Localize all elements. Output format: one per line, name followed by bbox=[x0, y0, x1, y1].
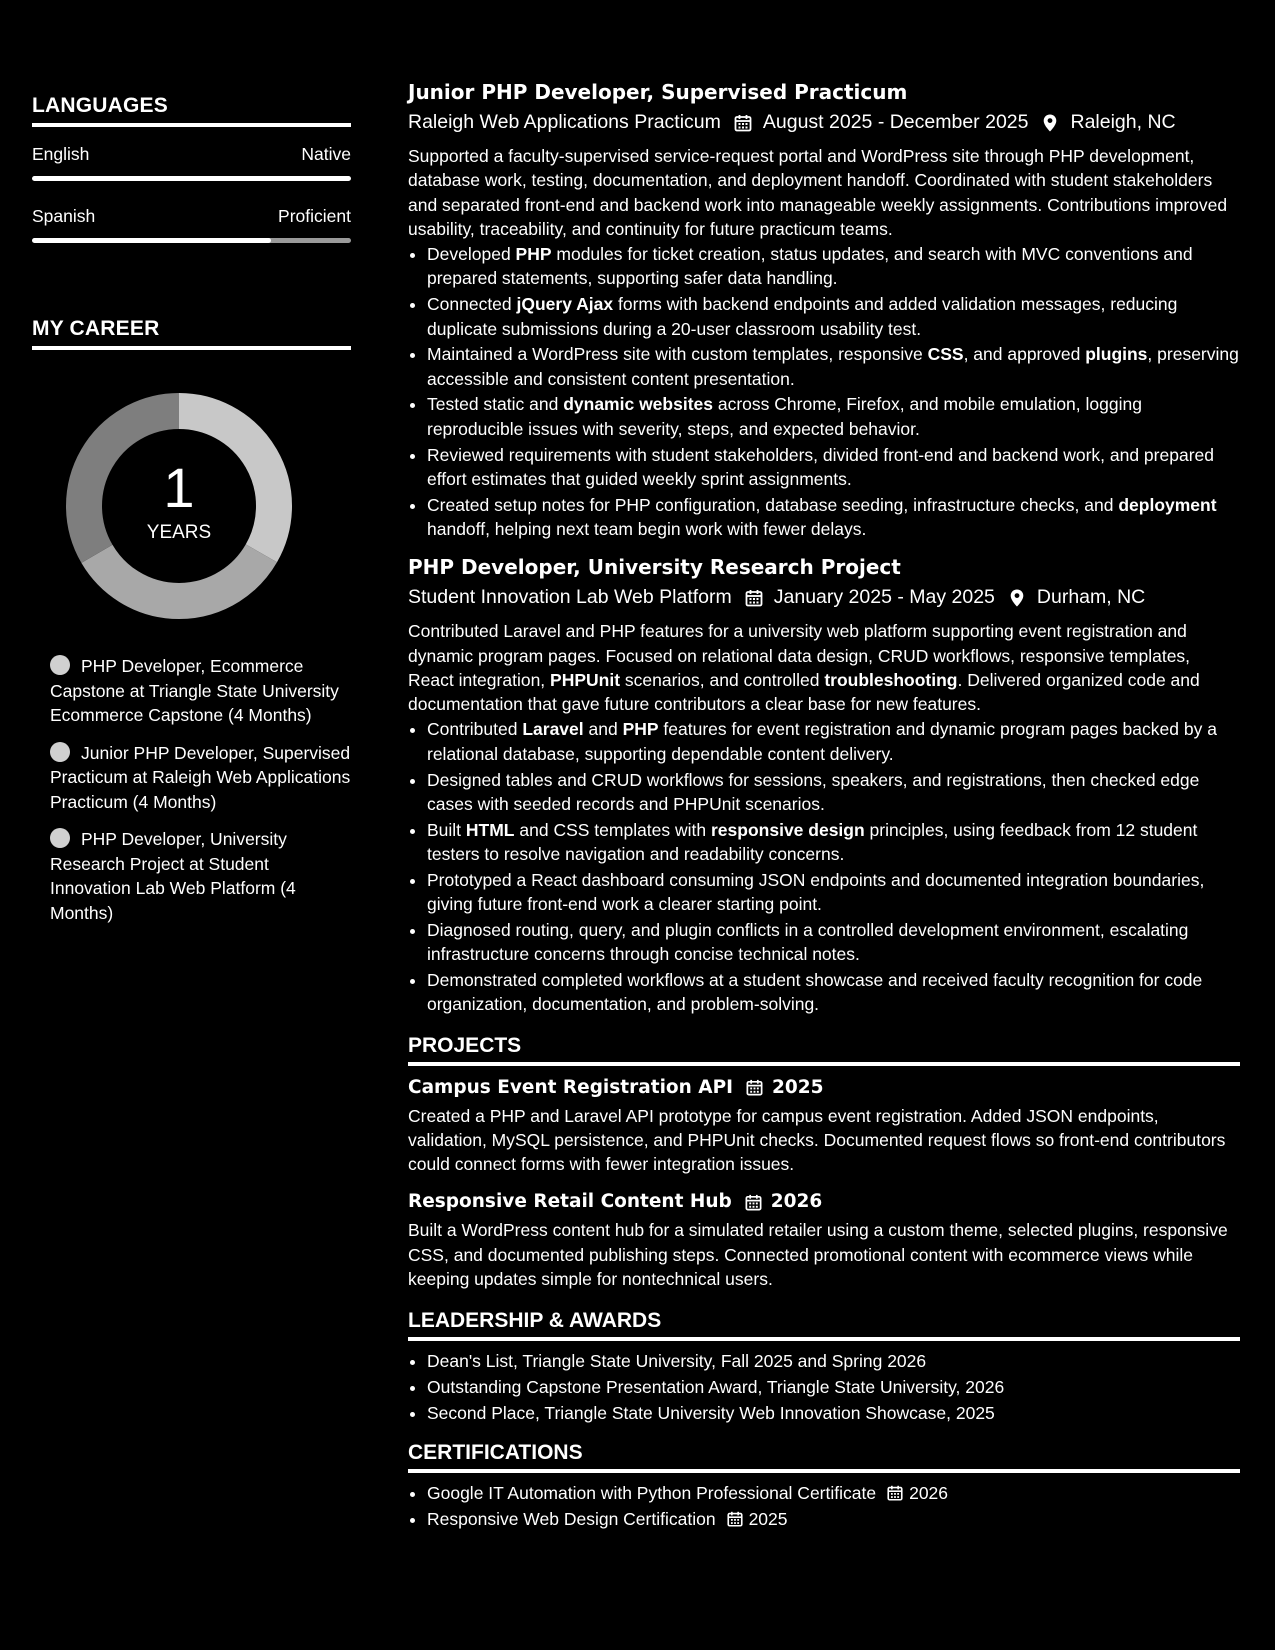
language-row bbox=[32, 144, 351, 165]
career-list-item bbox=[50, 827, 351, 925]
job-summary: Supported a faculty-supervised service-request portal and WordPress site through PHP development, database work, testing, documentation, and deployment handoff. Coordinated with student stakeholders and separated front-end and backend work into manageable weekly assignments. Contributions improved usability, traceability, and continuity for future practicum teams. bbox=[408, 146, 1228, 239]
job-dates: August 2025 - December 2025 bbox=[762, 111, 1029, 133]
career-item-text: PHP Developer, Ecommerce Capstone at Triangle State University Ecommerce Capstone (4 Months) bbox=[50, 656, 339, 725]
award-item: • Outstanding Capstone Presentation Award, Triangle State University, 2026 bbox=[427, 1375, 1240, 1399]
language-name: English bbox=[32, 144, 90, 164]
career-years-value: 1 bbox=[163, 456, 195, 519]
career-years-label: YEARS bbox=[146, 522, 212, 543]
career-dot-icon bbox=[50, 828, 70, 848]
job-bullet: • Demonstrated completed workflows at a student showcase and received faculty recognition for code organization, documentation, and problem-solving. bbox=[427, 968, 1240, 1017]
job-bullet: • Contributed Laravel and PHP features for event registration and dynamic program pages backed by a relational database, supporting dependable content delivery. bbox=[427, 717, 1240, 766]
project-name: Responsive Retail Content Hub bbox=[408, 1191, 732, 1213]
language-row bbox=[32, 206, 351, 227]
projects-list bbox=[408, 1075, 1240, 1292]
job-title: Junior PHP Developer, Supervised Practicum bbox=[408, 80, 908, 104]
language-level-fill bbox=[32, 238, 271, 243]
career-donut bbox=[65, 392, 293, 620]
calendar-icon bbox=[745, 1078, 764, 1097]
certification-year: 2026 bbox=[909, 1483, 949, 1504]
language-level: Proficient bbox=[278, 206, 351, 226]
job-location: Raleigh, NC bbox=[1070, 111, 1176, 133]
calendar-icon bbox=[733, 113, 753, 133]
right-column bbox=[408, 78, 1240, 1533]
languages-heading: LANGUAGES bbox=[32, 94, 351, 127]
calendar-icon bbox=[886, 1484, 904, 1502]
job-company: Student Innovation Lab Web Platform bbox=[408, 586, 732, 609]
career-list bbox=[32, 654, 351, 925]
certification-name: Responsive Web Design Certification bbox=[427, 1508, 716, 1529]
job-meta bbox=[408, 109, 1240, 136]
experience-entry bbox=[408, 553, 1240, 1016]
job-bullet: • Connected jQuery Ajax forms with backend endpoints and added validation messages, reducing duplicate submissions during a 20-user classroom usability test. bbox=[427, 292, 1240, 341]
job-bullet: • Developed PHP modules for ticket creation, status updates, and search with MVC conventions and prepared statements, supporting safer data handling. bbox=[427, 242, 1240, 291]
language-level-fill bbox=[32, 176, 351, 181]
award-item: • Second Place, Triangle State University Web Innovation Showcase, 2025 bbox=[427, 1401, 1240, 1425]
career-list-item bbox=[50, 741, 351, 815]
job-bullet: • Created setup notes for PHP configuration, database seeding, infrastructure checks, and deployment handoff, helping next team begin work with fewer delays. bbox=[427, 493, 1240, 542]
career-dot-icon bbox=[50, 742, 70, 762]
location-pin-icon bbox=[1007, 588, 1027, 608]
job-location: Durham, NC bbox=[1036, 586, 1146, 609]
language-level: Native bbox=[301, 144, 351, 164]
calendar-icon bbox=[744, 1193, 763, 1212]
certification-name: Google IT Automation with Python Professional Certificate bbox=[427, 1483, 877, 1504]
awards-list bbox=[408, 1349, 1240, 1425]
languages-list bbox=[32, 144, 351, 243]
job-meta bbox=[408, 584, 1240, 611]
project-description: Built a WordPress content hub for a simulated retailer using a custom theme, selected plugins, responsive CSS, and documented publishing steps. Connected promotional content with ecommerce views while keeping updates simple for nontechnical users. bbox=[408, 1220, 1228, 1289]
project-year: 2025 bbox=[772, 1076, 824, 1098]
job-title: PHP Developer, University Research Project bbox=[408, 555, 901, 580]
certifications-list bbox=[408, 1481, 1240, 1531]
job-bullet: • Maintained a WordPress site with custom templates, responsive CSS, and approved plugins, preserving accessible and consistent content presentation. bbox=[427, 342, 1240, 391]
language-name: Spanish bbox=[32, 206, 96, 226]
job-bullet: • Reviewed requirements with student stakeholders, divided front-end and backend work, and prepared effort estimates that guided weekly sprint assignments. bbox=[427, 443, 1240, 492]
award-item: • Dean's List, Triangle State University, Fall 2025 and Spring 2026 bbox=[427, 1349, 1240, 1373]
career-dot-icon bbox=[50, 655, 70, 675]
job-bullet: • Built HTML and CSS templates with responsive design principles, using feedback from 12 student testers to resolve navigation and readability concerns. bbox=[427, 818, 1240, 867]
career-heading: MY CAREER bbox=[32, 317, 351, 350]
job-bullet: • Designed tables and CRUD workflows for sessions, speakers, and registrations, then checked edge cases with seeded records and PHPUnit scenarios. bbox=[427, 768, 1240, 817]
location-pin-icon bbox=[1040, 113, 1060, 133]
career-item-text: PHP Developer, University Research Project at Student Innovation Lab Web Platform (4 Months) bbox=[50, 829, 296, 923]
job-bullet: • Diagnosed routing, query, and plugin conflicts in a controlled development environment, escalating infrastructure concerns through concise technical notes. bbox=[427, 918, 1240, 967]
projects-heading: PROJECTS bbox=[408, 1034, 1240, 1066]
experience-section bbox=[408, 78, 1240, 1017]
job-summary: Contributed Laravel and PHP features for a university web platform supporting event registration and dynamic program pages. Focused on relational data design, CRUD workflows, responsive templates, React integration, PHPUnit scenarios, and controlled troubleshooting. Delivered organized code and documentation that gave future contributors a clear base for new features. bbox=[408, 621, 1200, 715]
awards-heading: LEADERSHIP & AWARDS bbox=[408, 1309, 1240, 1341]
certifications-heading: CERTIFICATIONS bbox=[408, 1441, 1240, 1473]
calendar-icon bbox=[726, 1510, 744, 1528]
job-bullet: • Prototyped a React dashboard consuming JSON endpoints and documented integration boundaries, giving future front-end work a clearer starting point. bbox=[427, 868, 1240, 917]
language-level-bar bbox=[32, 238, 351, 243]
experience-entry bbox=[408, 78, 1240, 541]
certification-year: 2025 bbox=[748, 1508, 788, 1529]
project-name: Campus Event Registration API bbox=[408, 1076, 734, 1098]
left-column bbox=[32, 94, 351, 938]
project-entry bbox=[408, 1075, 1240, 1177]
certification-item bbox=[427, 1481, 1240, 1505]
project-title-row bbox=[408, 1189, 1240, 1215]
project-year: 2026 bbox=[770, 1191, 823, 1213]
career-item-text: Junior PHP Developer, Supervised Practicum at Raleigh Web Applications Practicum (4 Months) bbox=[50, 742, 351, 812]
job-bullets bbox=[408, 242, 1240, 541]
project-title-row bbox=[408, 1075, 1240, 1101]
job-company: Raleigh Web Applications Practicum bbox=[408, 111, 721, 133]
job-dates: January 2025 - May 2025 bbox=[773, 586, 995, 609]
calendar-icon bbox=[744, 588, 764, 608]
project-entry bbox=[408, 1189, 1240, 1291]
job-bullets bbox=[408, 717, 1240, 1016]
certification-item bbox=[427, 1507, 1240, 1531]
project-description: Created a PHP and Laravel API prototype for campus event registration. Added JSON endpoints, validation, MySQL persistence, and PHPUnit checks. Documented request flows so front-end contributors could connect forms with fewer integration issues. bbox=[408, 1105, 1226, 1175]
career-list-item bbox=[50, 654, 351, 728]
language-level-bar bbox=[32, 176, 351, 181]
job-bullet: • Tested static and dynamic websites across Chrome, Firefox, and mobile emulation, logging reproducible issues with severity, steps, and expected behavior. bbox=[427, 392, 1240, 441]
